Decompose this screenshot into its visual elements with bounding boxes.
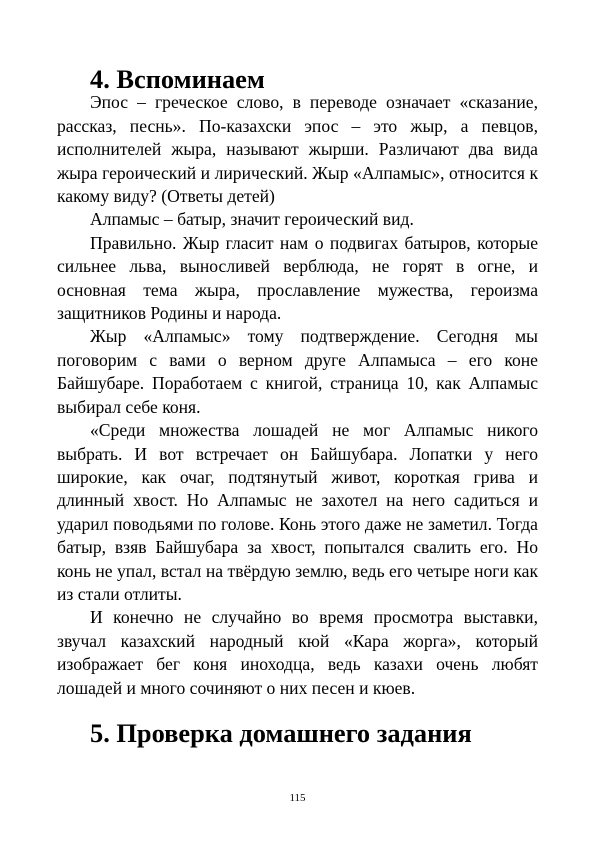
section-4-heading: 4. Вспоминаем xyxy=(90,64,265,94)
paragraph-baishubar-intro: Жыр «Алпамыс» тому подтверждение. Сегодня мы поговорим с вами о верном друге Алпамыса – его коне Байшубаре. Поработаем с книгой, страница 10, как Алпамыс выбирал себе коня. xyxy=(57,326,538,417)
section-5-heading: 5. Проверка домашнего задания xyxy=(90,717,472,748)
paragraph-choosing-horse: «Среди множества лошадей не мог Алпамыс никого выбрать. И вот встречает он Байшубара. Лопатки у него широкие, как очаг, подтянутый живот, короткая грива и длинный хвост. Но Алпамыс не захотел на него садиться и ударил поводьями по голове. Конь этого даже не заметил. Тогда батыр, взяв Байшубара за хвост, попытался свалить его. Но конь не упал, встал на твёрдую землю, ведь его четыре ноги как из стали отлиты. xyxy=(57,420,538,604)
paragraph-zhyr-heroes: Правильно. Жыр гласит нам о подвигах батыров, которые сильнее льва, выносливей верблюда, не горят в огне, и основная тема жыра, прославление мужества, героизма защитников Родины и народа. xyxy=(57,232,538,324)
paragraph-epos-definition: Эпос – греческое слово, в переводе означает «сказание, рассказ, песнь». По-казахски эпос – это жыр, а певцов, исполнителей жыра, называют жырши. Различают два вида жыра героический и лирический. Жыр «Алпамыс», относится к какому виду? (Ответы детей) xyxy=(57,92,538,207)
paragraph-alpamys-batyr: Алпамыс – батыр, значит героический вид. xyxy=(90,209,414,230)
paragraph-kara-zhorga: И конечно не случайно во время просмотра выставки, звучал казахский народный кюй «Кара жорга», который изображает бег коня иноходца, ведь казахи очень любят лошадей и много сочиняют о них песен и кюев. xyxy=(57,607,538,698)
page-content xyxy=(57,64,538,748)
page-number: 115 xyxy=(289,792,306,804)
